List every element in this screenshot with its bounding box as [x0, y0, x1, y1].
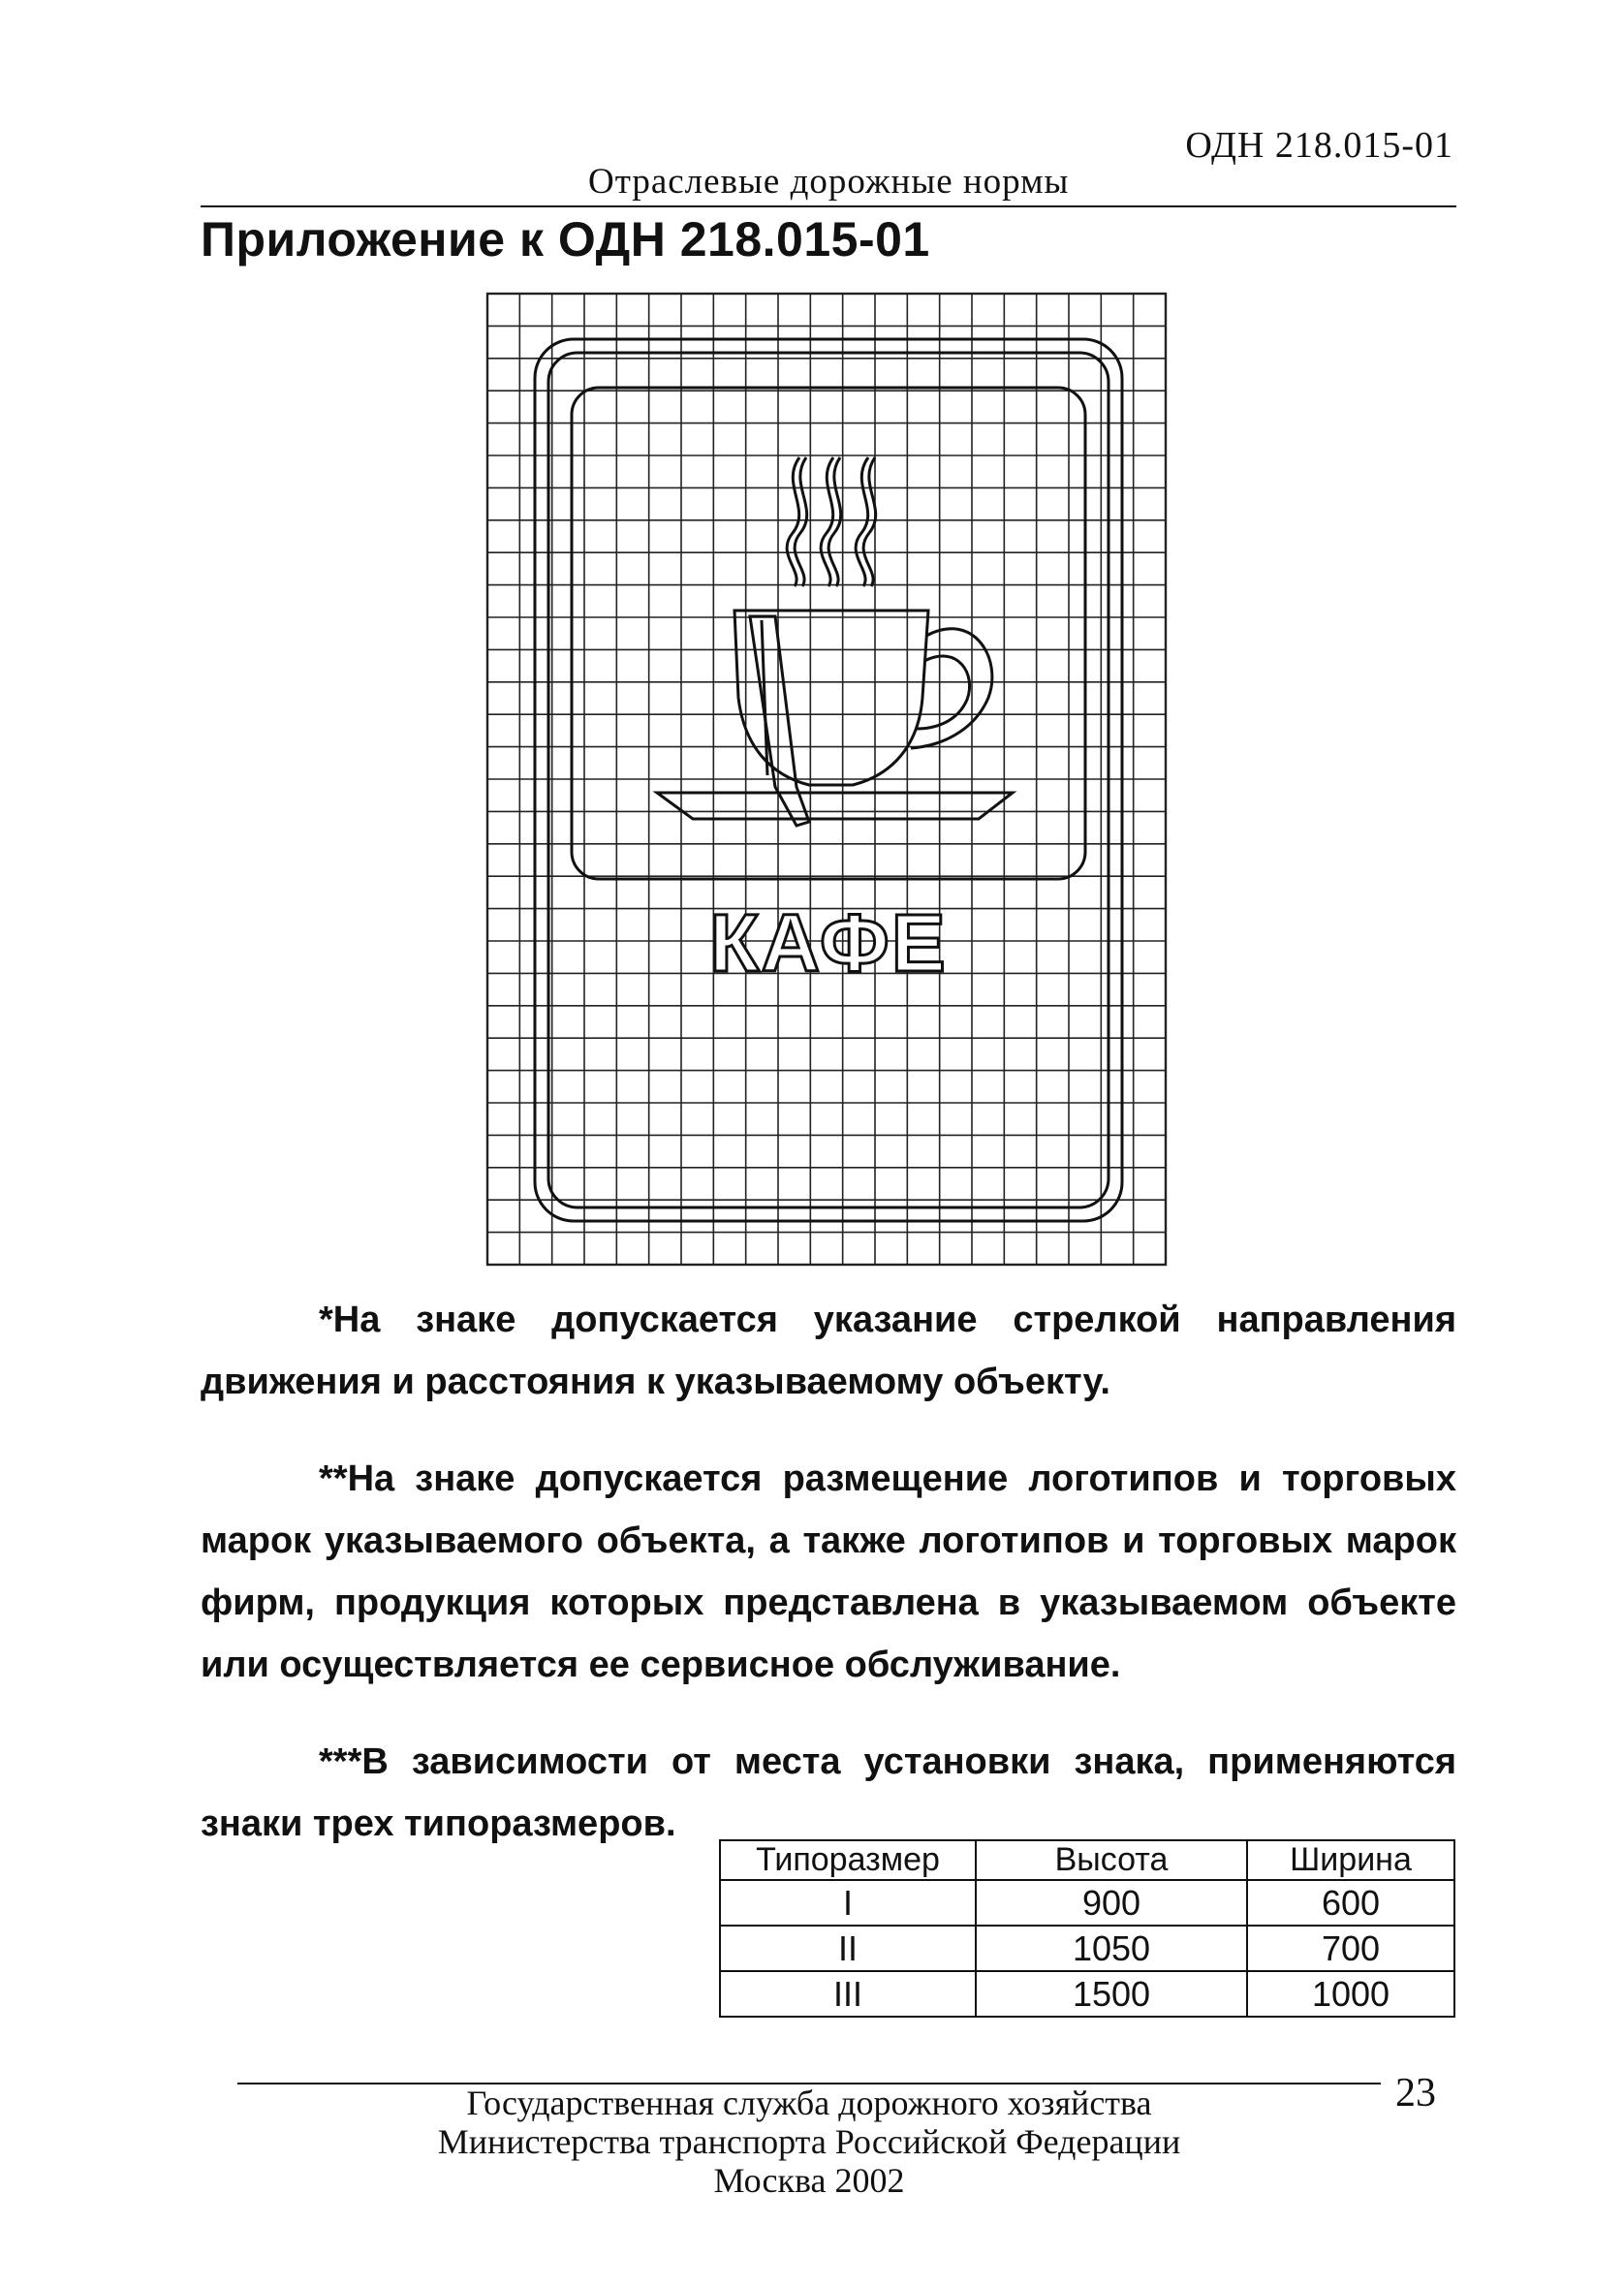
coffee-cup-icon	[657, 457, 1013, 826]
table-cell: 900	[976, 1880, 1247, 1926]
column-header: Высота	[976, 1840, 1247, 1880]
sign-inner-border	[548, 353, 1109, 1207]
note-line: знаки трех типоразмеров.	[201, 1803, 676, 1844]
footer-line: Москва 2002	[713, 2161, 905, 2200]
footer-line: Государственная служба дорожного хозяйства	[466, 2084, 1152, 2122]
note-line: движения и расстояния к указываемому объекту.	[201, 1362, 1110, 1402]
note-line: или осуществляется ее сервисное обслуживание.	[201, 1645, 1121, 1685]
table-cell: 1000	[1247, 1971, 1454, 2017]
note-line: ***В зависимости от места установки знака, применяются	[319, 1741, 1456, 1782]
note-line: марок указываемого объекта, а также логотипов и торговых марок	[201, 1520, 1456, 1561]
note-logos	[201, 1448, 1456, 1696]
table-cell: I	[720, 1880, 976, 1926]
table-cell: II	[720, 1926, 976, 1971]
column-header: Типоразмер	[720, 1840, 976, 1880]
document-code: ОДН 218.015-01	[1185, 125, 1453, 166]
cafe-sign-drawing	[484, 291, 1172, 1269]
note-line: **На знаке допускается размещение логотипов и торговых	[319, 1458, 1456, 1499]
footer-line: Министерства транспорта Российской Федерации	[437, 2122, 1181, 2161]
header-divider	[201, 205, 1456, 207]
table-cell: 1050	[976, 1926, 1247, 1971]
table-cell: III	[720, 1971, 976, 2017]
table-cell: 700	[1247, 1926, 1454, 1971]
note-sizes	[201, 1731, 1456, 1855]
note-line: фирм, продукция которых представлена в указываемом объекте	[201, 1583, 1456, 1623]
appendix-title: Приложение к ОДН 218.015-01	[201, 212, 930, 266]
page-number: 23	[1395, 2071, 1436, 2116]
table-header-row	[720, 1840, 1454, 1880]
series-title: Отраслевые дорожные нормы	[588, 162, 1070, 202]
publisher-footer	[237, 2084, 1381, 2200]
grid	[487, 294, 1166, 1265]
table-row	[720, 1880, 1454, 1926]
note-line: *На знаке допускается указание стрелкой направления	[319, 1300, 1456, 1340]
table-row	[720, 1926, 1454, 1971]
size-table	[719, 1839, 1455, 2018]
table-cell: 1500	[976, 1971, 1247, 2017]
sign-text: КАФЕ	[709, 897, 948, 988]
column-header: Ширина	[1247, 1840, 1454, 1880]
table-cell: 600	[1247, 1880, 1454, 1926]
note-direction-arrow	[201, 1289, 1456, 1413]
table-row	[720, 1971, 1454, 2017]
